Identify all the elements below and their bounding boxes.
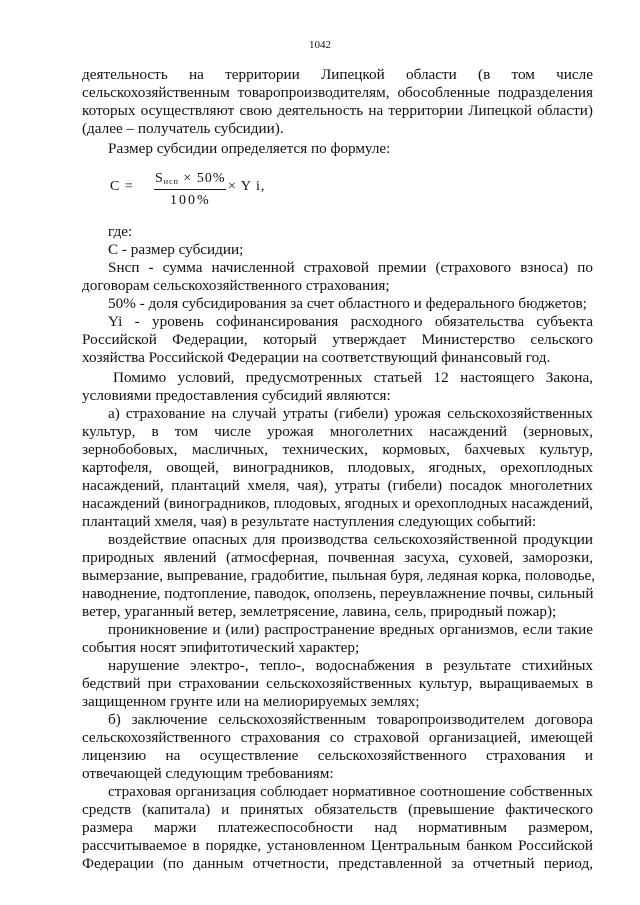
text-line: плантаций хмеля, чая) в результате наступления следующих событий: bbox=[82, 513, 537, 530]
text-line: страховая организация соблюдает нормативное соотношение собственных bbox=[108, 783, 593, 800]
text-line: сельскохозяйственного страхования со страховой организацией, имеющей bbox=[82, 729, 593, 746]
text-line: наводнение, подтопление, паводок, оползень, переувлажнение почвы, сильный bbox=[82, 585, 594, 602]
text-line: Sнсп - сумма начисленной страховой премии (страхового взноса) по bbox=[108, 259, 593, 276]
text-line: нарушение электро-, тепло-, водоснабжения в результате стихийных bbox=[108, 657, 593, 674]
text-line: Федерации (по данным отчетности, представленной за отчетный период, bbox=[82, 855, 593, 872]
page-number: 1042 bbox=[309, 39, 331, 51]
text-line: Российской Федерации, который утверждает Министерство сельского bbox=[82, 331, 593, 348]
formula-s: S bbox=[155, 171, 164, 186]
text-line: проникновение и (или) распространение вредных организмов, если такие bbox=[108, 621, 593, 638]
subsidy-formula bbox=[110, 170, 310, 210]
text-line: события носят эпифитотический характер; bbox=[82, 639, 360, 656]
text-line: отвечающей следующим требованиям: bbox=[82, 765, 334, 782]
text-line: которых осуществляют свою деятельность на территории Липецкой области) bbox=[82, 102, 593, 119]
text-line: условиями предоставления субсидий являются: bbox=[82, 387, 391, 404]
text-line: хозяйства Российской Федерации на соответствующий финансовый год. bbox=[82, 349, 551, 366]
text-line: бедствий при страховании сельскохозяйственных культур, выращиваемых в bbox=[82, 675, 593, 692]
fraction-bar bbox=[154, 189, 226, 190]
text-line: картофеля, овощей, виноградников, плодовых, ягодных, орехоплодных bbox=[82, 459, 593, 476]
text-line: размера маржи платежеспособности над нормативным размером, bbox=[82, 819, 593, 836]
text-line: Помимо условий, предусмотренных статьей 12 настоящего Закона, bbox=[113, 369, 593, 386]
text-line: Yi - уровень софинансирования расходного обязательства субъекта bbox=[108, 313, 593, 330]
text-line: 50% - доля субсидирования за счет областного и федерального бюджетов; bbox=[108, 295, 587, 312]
text-line: С - размер субсидии; bbox=[108, 241, 244, 258]
text-line: б) заключение сельскохозяйственным товаропроизводителем договора bbox=[108, 711, 593, 728]
text-line: зернобобовых, масличных, технических, кормовых, бахчевых культур, bbox=[82, 441, 593, 458]
formula-denominator: 100% bbox=[170, 193, 211, 208]
text-line: защищенном грунте или на мелиорируемых землях; bbox=[82, 693, 420, 710]
text-line: (далее – получатель субсидии). bbox=[82, 120, 284, 137]
text-line: воздействие опасных для производства сельскохозяйственной продукции bbox=[108, 531, 593, 548]
text-line: насаждений (виноградников, плодовых, ягодных и орехоплодных насаждений, bbox=[82, 495, 593, 512]
formula-numerator bbox=[155, 170, 225, 191]
text-line: а) страхование на случай утраты (гибели) урожая сельскохозяйственных bbox=[108, 405, 593, 422]
formula-rhs: × Y i, bbox=[228, 179, 266, 194]
formula-lhs: C = bbox=[110, 179, 134, 194]
text-line: деятельность на территории Липецкой области (в том числе bbox=[82, 66, 593, 83]
text-line: ветер, ураганный ветер, землетрясение, лавина, сель, природный пожар); bbox=[82, 603, 557, 620]
text-line: культур, в том числе урожая многолетних насаждений (зерновых, bbox=[82, 423, 593, 440]
text-line: сельскохозяйственным товаропроизводителям, обособленные подразделения bbox=[82, 84, 593, 101]
text-line: договорам сельскохозяйственного страхования; bbox=[82, 277, 390, 294]
text-line: вымерзание, выпревание, градобитие, пыльная буря, ледяная корка, половодье, bbox=[82, 567, 596, 584]
text-line: рассчитываемое в порядке, установленном Центральным банком Российской bbox=[82, 837, 593, 854]
formula-subscript: нсп bbox=[163, 177, 179, 186]
text-line: природных явлений (атмосферная, почвенная засуха, суховей, заморозки, bbox=[82, 549, 593, 566]
formula-numerator-rest: × 50% bbox=[183, 171, 226, 186]
text-line: Размер субсидии определяется по формуле: bbox=[108, 140, 391, 157]
text-line: средств (капитала) и принятых обязательств (превышение фактического bbox=[82, 801, 593, 818]
text-line: лицензию на осуществление сельскохозяйственного страхования и bbox=[82, 747, 593, 764]
text-line: насаждений, плантаций хмеля, чая), утраты (гибели) посадок многолетних bbox=[82, 477, 593, 494]
text-line: где: bbox=[108, 223, 133, 240]
